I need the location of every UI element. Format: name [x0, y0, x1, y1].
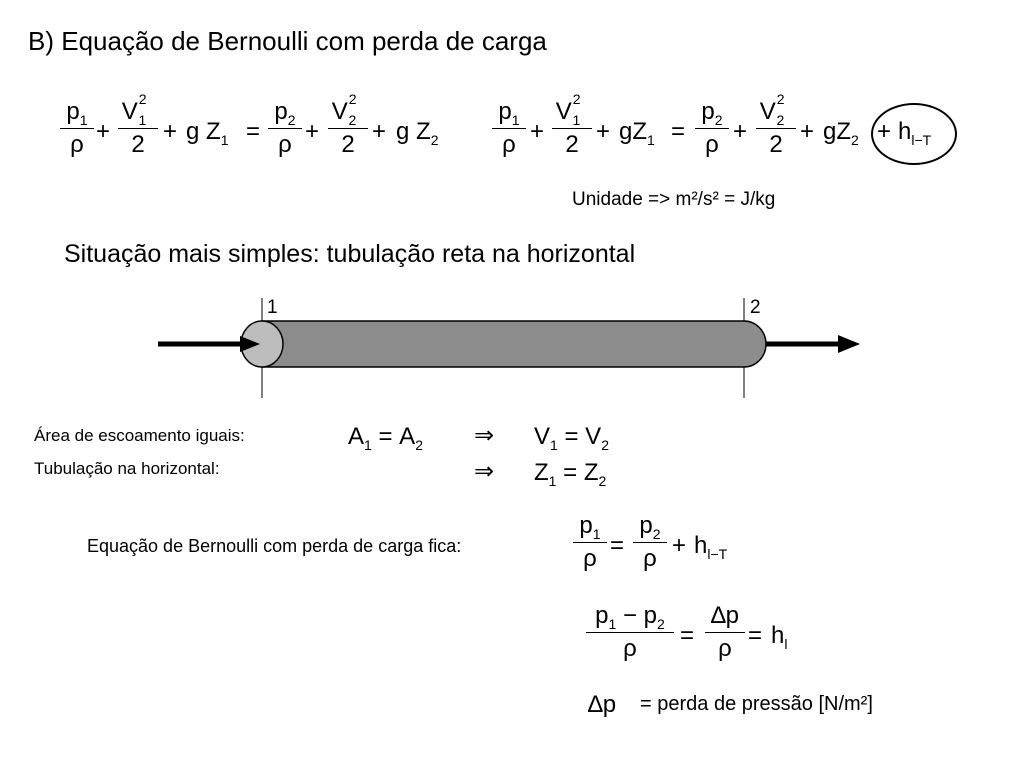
velocity-equality: $V_1 = V_2$ [534, 423, 609, 453]
gz1-term: g $Z_1$ [186, 118, 229, 148]
head-loss-term: $h_{l-T}$ [694, 532, 728, 562]
section-label-2: 2 [750, 297, 761, 318]
head-loss-term: $h_{l-T}$ [898, 118, 932, 148]
fraction-delta-p-rho: ∆p ρ [705, 602, 745, 663]
final-equation-label: Equação de Bernoulli com perda de carga fica: [87, 536, 462, 556]
plus-operator: + [800, 118, 815, 145]
fraction-p1-rho: $p_1$ ρ [60, 98, 94, 159]
fraction-v1-squared-over-2: $V^2_1$ 2 [118, 98, 158, 159]
unit-line: Unidade => m²/s² = J/kg [572, 189, 776, 210]
gz1-term: $gZ_1$ [619, 118, 655, 148]
section-title: B) Equação de Bernoulli com perda de carga [28, 26, 547, 56]
fraction-v2-squared-over-2: $V^2_2$ 2 [328, 98, 368, 159]
head-loss-term: $h_l$ [771, 622, 788, 652]
plus-operator: + [372, 118, 387, 145]
horizontal-label: Tubulação na horizontal: [34, 459, 220, 478]
equals-operator: = [671, 118, 686, 145]
fraction-p2-rho: $p_2$ ρ [695, 98, 729, 159]
fraction-p1-rho: $p_1$ ρ [573, 512, 607, 573]
situation-title: Situação mais simples: tubulação reta na horizontal [64, 240, 636, 268]
plus-operator: + [733, 118, 748, 145]
height-equality: $Z_1 = Z_2$ [534, 459, 607, 489]
plus-operator: + [96, 118, 111, 145]
implies-arrow-velocity: ⇒ [474, 422, 495, 449]
plus-operator: + [163, 118, 178, 145]
gz2-term: g $Z_2$ [396, 118, 439, 148]
fraction-p2-rho: $p_2$ ρ [633, 512, 667, 573]
implies-arrow-height: ⇒ [474, 458, 495, 485]
fraction-p1-minus-p2-rho: $p_1 - p_2$ ρ [586, 602, 674, 663]
equals-operator: = [680, 622, 695, 649]
plus-operator: + [530, 118, 545, 145]
fraction-v1-squared-over-2: $V^2_1$ 2 [552, 98, 592, 159]
delta-p-symbol: ∆p [588, 691, 617, 718]
equals-operator: = [748, 622, 763, 649]
equals-operator: = [610, 532, 625, 559]
equals-operator: = [246, 118, 261, 145]
area-label: Área de escoamento iguais: [34, 426, 245, 445]
plus-operator: + [877, 118, 892, 145]
delta-p-definition: = perda de pressão [N/m²] [640, 693, 873, 715]
fraction-p2-rho: $p_2$ ρ [268, 98, 302, 159]
plus-operator: + [596, 118, 611, 145]
area-equality: $A_1 = A_2$ [348, 423, 423, 453]
gz2-term: $gZ_2$ [823, 118, 859, 148]
section-label-1: 1 [267, 297, 278, 318]
plus-operator: + [305, 118, 320, 145]
plus-operator: + [672, 532, 687, 559]
fraction-p1-rho: $p_1$ ρ [492, 98, 526, 159]
fraction-v2-squared-over-2: $V^2_2$ 2 [756, 98, 796, 159]
